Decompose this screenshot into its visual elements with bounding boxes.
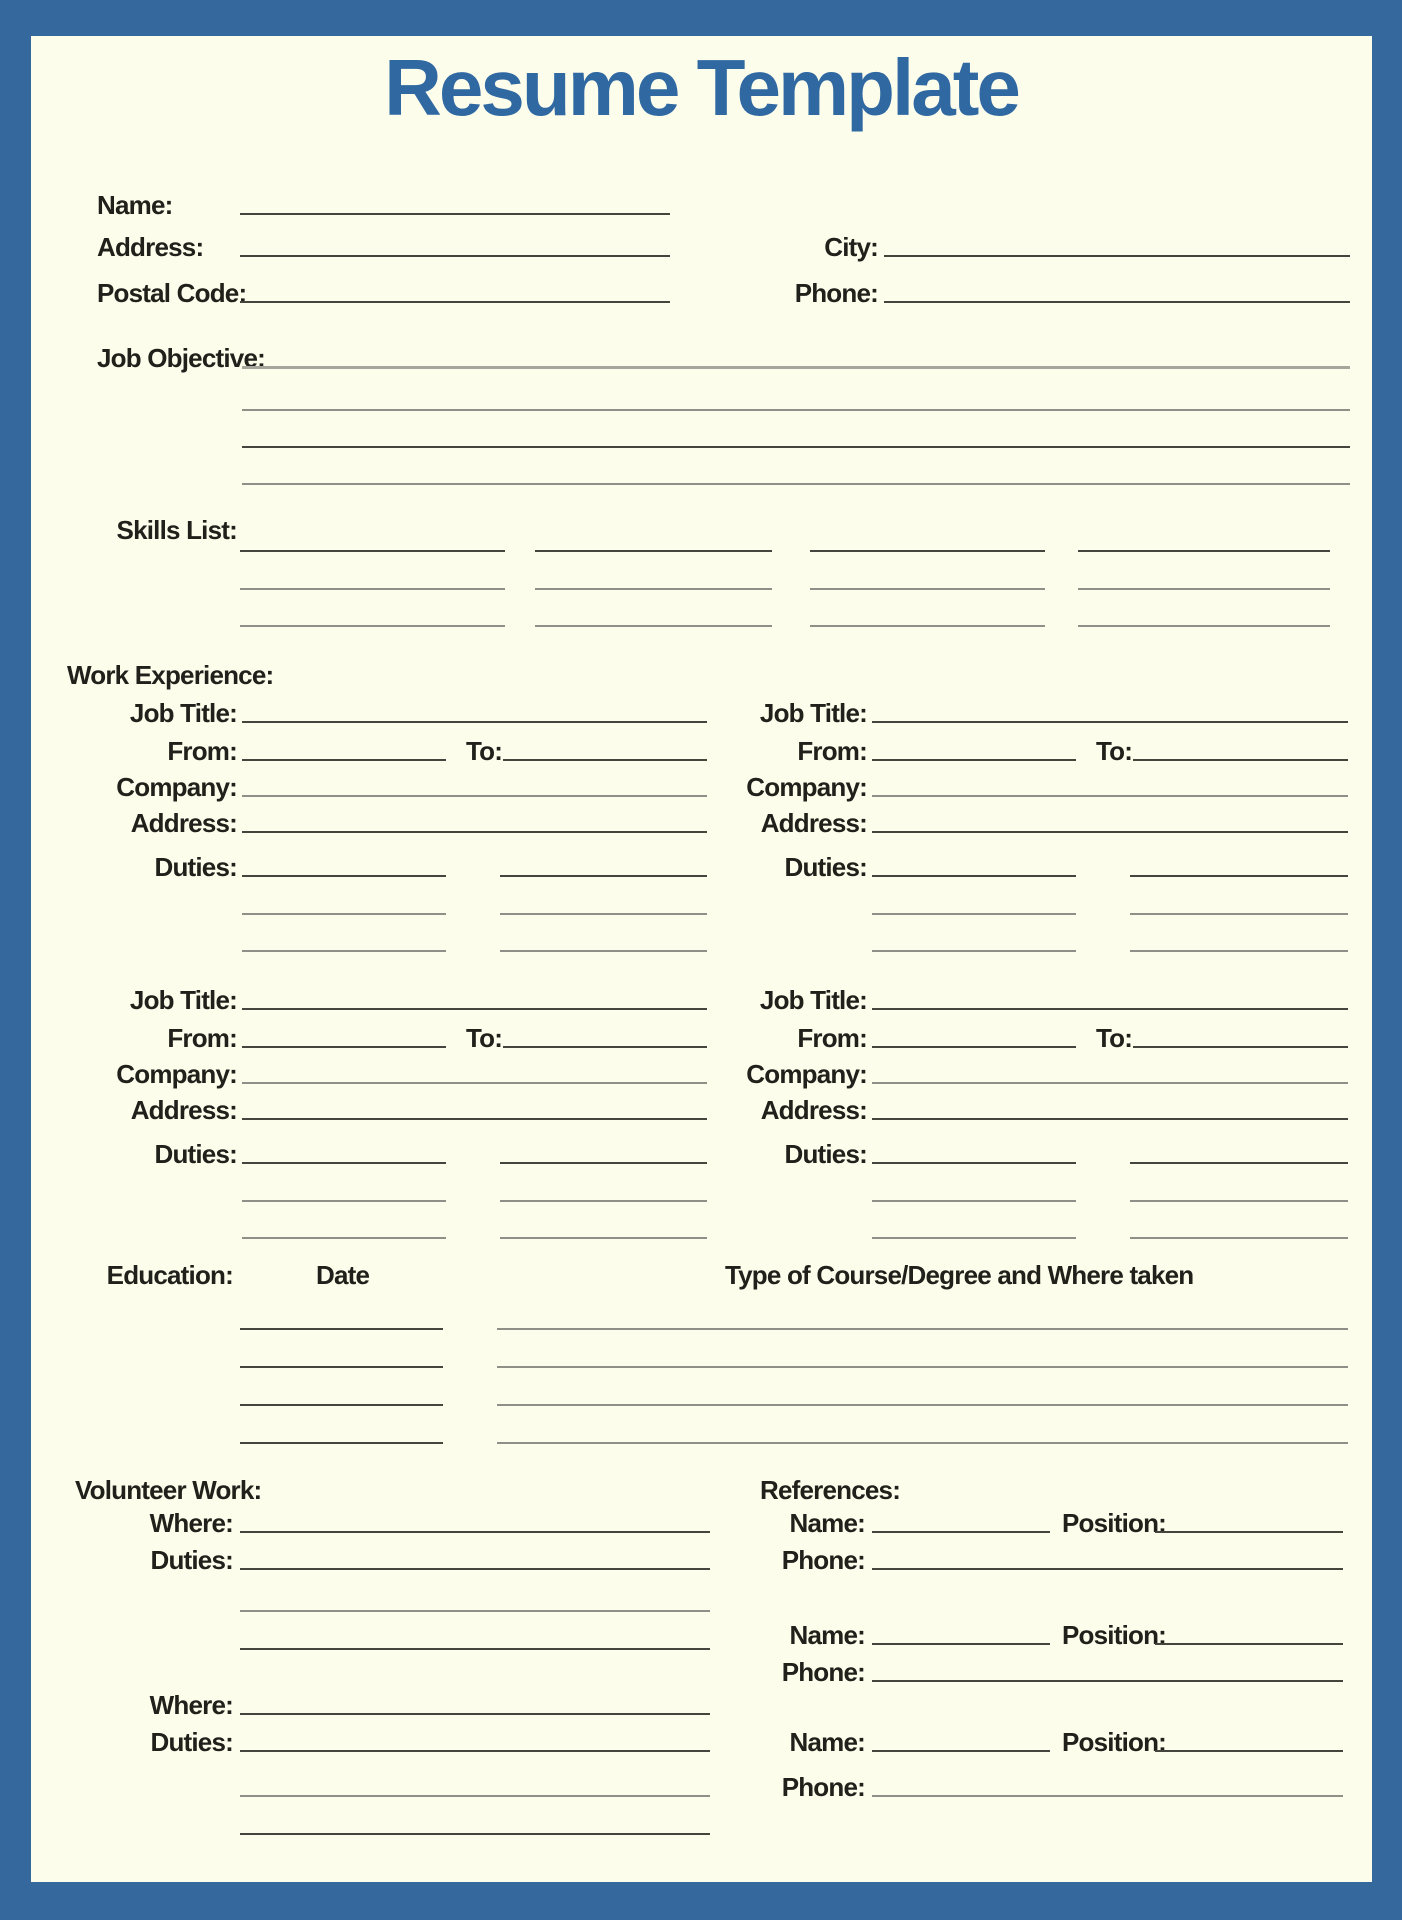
company-blank-line bbox=[242, 795, 707, 797]
job-title-label: Job Title: bbox=[129, 985, 237, 1015]
duty-blank-line bbox=[872, 1237, 1076, 1239]
reference-phone-blank-line bbox=[872, 1795, 1343, 1797]
reference-phone-blank-line bbox=[872, 1568, 1343, 1570]
reference-name-blank-line bbox=[872, 1643, 1050, 1645]
skill-blank-line bbox=[810, 550, 1045, 552]
objective-blank-line bbox=[242, 409, 1350, 411]
skill-blank-line bbox=[535, 625, 772, 627]
volunteer-duties-blank-line bbox=[240, 1568, 710, 1570]
where-blank-line bbox=[240, 1531, 710, 1533]
duty-blank-line bbox=[242, 1200, 446, 1202]
volunteer-work-header: Volunteer Work: bbox=[75, 1475, 262, 1505]
reference-position-label: Position: bbox=[1062, 1508, 1167, 1538]
education-date-blank-line bbox=[240, 1328, 443, 1330]
city-blank-line bbox=[884, 255, 1350, 257]
job-title-blank-line bbox=[872, 1008, 1348, 1010]
duty-blank-line bbox=[1130, 1237, 1348, 1239]
education-course-blank-line bbox=[497, 1442, 1348, 1444]
name-label: Name: bbox=[97, 190, 173, 220]
skill-blank-line bbox=[1078, 588, 1330, 590]
from-blank-line bbox=[242, 759, 446, 761]
company-blank-line bbox=[872, 795, 1348, 797]
objective-blank-line bbox=[242, 446, 1350, 448]
name-blank-line bbox=[240, 213, 670, 215]
skill-blank-line bbox=[810, 625, 1045, 627]
where-label: Where: bbox=[149, 1690, 233, 1720]
job-title-label: Job Title: bbox=[129, 698, 237, 728]
where-label: Where: bbox=[149, 1508, 233, 1538]
job-objective-label: Job Objective: bbox=[97, 343, 265, 373]
postal-code-blank-line bbox=[240, 301, 670, 303]
reference-name-blank-line bbox=[872, 1531, 1050, 1533]
duty-blank-line bbox=[872, 1162, 1076, 1164]
education-date-blank-line bbox=[240, 1404, 443, 1406]
duty-blank-line bbox=[500, 950, 707, 952]
duty-blank-line bbox=[872, 913, 1076, 915]
duty-blank-line bbox=[242, 913, 446, 915]
job-title-label: Job Title: bbox=[759, 698, 867, 728]
skill-blank-line bbox=[810, 588, 1045, 590]
volunteer-duties-blank-line bbox=[240, 1833, 710, 1835]
job-title-label: Job Title: bbox=[759, 985, 867, 1015]
company-label: Company: bbox=[116, 772, 237, 802]
from-label: From: bbox=[167, 736, 237, 766]
skill-blank-line bbox=[1078, 625, 1330, 627]
duty-blank-line bbox=[242, 1162, 446, 1164]
to-blank-line bbox=[503, 759, 707, 761]
skill-blank-line bbox=[240, 550, 505, 552]
reference-name-blank-line bbox=[872, 1750, 1050, 1752]
education-course-blank-line bbox=[497, 1366, 1348, 1368]
to-label: To: bbox=[1096, 736, 1133, 766]
to-label: To: bbox=[466, 736, 503, 766]
duty-blank-line bbox=[500, 913, 707, 915]
duties-label: Duties: bbox=[154, 852, 237, 882]
volunteer-duties-blank-line bbox=[240, 1750, 710, 1752]
from-label: From: bbox=[797, 736, 867, 766]
from-blank-line bbox=[242, 1046, 446, 1048]
where-blank-line bbox=[240, 1713, 710, 1715]
job-address-label: Address: bbox=[130, 1095, 237, 1125]
education-date-blank-line bbox=[240, 1366, 443, 1368]
city-label: City: bbox=[824, 232, 878, 262]
duty-blank-line bbox=[500, 1162, 707, 1164]
duty-blank-line bbox=[242, 875, 446, 877]
duty-blank-line bbox=[242, 1237, 446, 1239]
company-label: Company: bbox=[746, 772, 867, 802]
duties-label: Duties: bbox=[154, 1139, 237, 1169]
skill-blank-line bbox=[240, 588, 505, 590]
duty-blank-line bbox=[242, 950, 446, 952]
objective-blank-line bbox=[242, 366, 1350, 369]
skill-blank-line bbox=[1078, 550, 1330, 552]
company-blank-line bbox=[872, 1082, 1348, 1084]
reference-position-blank-line bbox=[1155, 1643, 1343, 1645]
reference-position-blank-line bbox=[1155, 1531, 1343, 1533]
duty-blank-line bbox=[500, 875, 707, 877]
address-blank-line bbox=[240, 255, 670, 257]
company-blank-line bbox=[242, 1082, 707, 1084]
duty-blank-line bbox=[872, 1200, 1076, 1202]
to-label: To: bbox=[466, 1023, 503, 1053]
volunteer-duties-blank-line bbox=[240, 1795, 710, 1797]
duty-blank-line bbox=[1130, 913, 1348, 915]
volunteer-duties-blank-line bbox=[240, 1610, 710, 1612]
job-title-blank-line bbox=[242, 1008, 707, 1010]
education-date-blank-line bbox=[240, 1442, 443, 1444]
reference-position-label: Position: bbox=[1062, 1620, 1167, 1650]
skills-list-label: Skills List: bbox=[116, 515, 237, 545]
skill-blank-line bbox=[240, 625, 505, 627]
to-blank-line bbox=[1133, 1046, 1348, 1048]
reference-name-label: Name: bbox=[789, 1727, 865, 1757]
job-title-blank-line bbox=[872, 721, 1348, 723]
address-label: Address: bbox=[97, 232, 204, 262]
education-date-header: Date bbox=[316, 1260, 370, 1290]
reference-position-label: Position: bbox=[1062, 1727, 1167, 1757]
duty-blank-line bbox=[500, 1200, 707, 1202]
references-header: References: bbox=[760, 1475, 901, 1505]
from-blank-line bbox=[872, 759, 1076, 761]
duty-blank-line bbox=[872, 950, 1076, 952]
volunteer-duties-blank-line bbox=[240, 1648, 710, 1650]
phone-label: Phone: bbox=[794, 278, 878, 308]
job-address-label: Address: bbox=[130, 808, 237, 838]
reference-name-label: Name: bbox=[789, 1508, 865, 1538]
page-title: Resume Template bbox=[384, 43, 1018, 132]
skill-blank-line bbox=[535, 588, 772, 590]
to-blank-line bbox=[1133, 759, 1348, 761]
duties-label: Duties: bbox=[784, 1139, 867, 1169]
duty-blank-line bbox=[1130, 1200, 1348, 1202]
work-experience-header: Work Experience: bbox=[67, 660, 274, 690]
company-label: Company: bbox=[116, 1059, 237, 1089]
duty-blank-line bbox=[1130, 875, 1348, 877]
resume-page bbox=[31, 36, 1372, 1882]
to-blank-line bbox=[503, 1046, 707, 1048]
reference-phone-blank-line bbox=[872, 1680, 1343, 1682]
education-header: Education: bbox=[106, 1260, 233, 1290]
duty-blank-line bbox=[500, 1237, 707, 1239]
volunteer-duties-label: Duties: bbox=[150, 1727, 233, 1757]
volunteer-duties-label: Duties: bbox=[150, 1545, 233, 1575]
to-label: To: bbox=[1096, 1023, 1133, 1053]
duty-blank-line bbox=[1130, 950, 1348, 952]
reference-position-blank-line bbox=[1155, 1750, 1343, 1752]
company-label: Company: bbox=[746, 1059, 867, 1089]
job-title-blank-line bbox=[242, 721, 707, 723]
job-address-blank-line bbox=[242, 831, 707, 833]
reference-phone-label: Phone: bbox=[781, 1545, 865, 1575]
job-address-label: Address: bbox=[760, 808, 867, 838]
reference-name-label: Name: bbox=[789, 1620, 865, 1650]
job-address-blank-line bbox=[872, 831, 1348, 833]
job-address-label: Address: bbox=[760, 1095, 867, 1125]
objective-blank-line bbox=[242, 483, 1350, 485]
job-address-blank-line bbox=[242, 1118, 707, 1120]
postal-code-label: Postal Code: bbox=[97, 278, 247, 308]
from-label: From: bbox=[167, 1023, 237, 1053]
duties-label: Duties: bbox=[784, 852, 867, 882]
skill-blank-line bbox=[535, 550, 772, 552]
reference-phone-label: Phone: bbox=[781, 1657, 865, 1687]
reference-phone-label: Phone: bbox=[781, 1772, 865, 1802]
from-blank-line bbox=[872, 1046, 1076, 1048]
from-label: From: bbox=[797, 1023, 867, 1053]
job-address-blank-line bbox=[872, 1118, 1348, 1120]
education-course-blank-line bbox=[497, 1404, 1348, 1406]
duty-blank-line bbox=[872, 875, 1076, 877]
phone-blank-line bbox=[884, 301, 1350, 303]
duty-blank-line bbox=[1130, 1162, 1348, 1164]
education-course-blank-line bbox=[497, 1328, 1348, 1330]
education-course-header: Type of Course/Degree and Where taken bbox=[725, 1260, 1194, 1290]
